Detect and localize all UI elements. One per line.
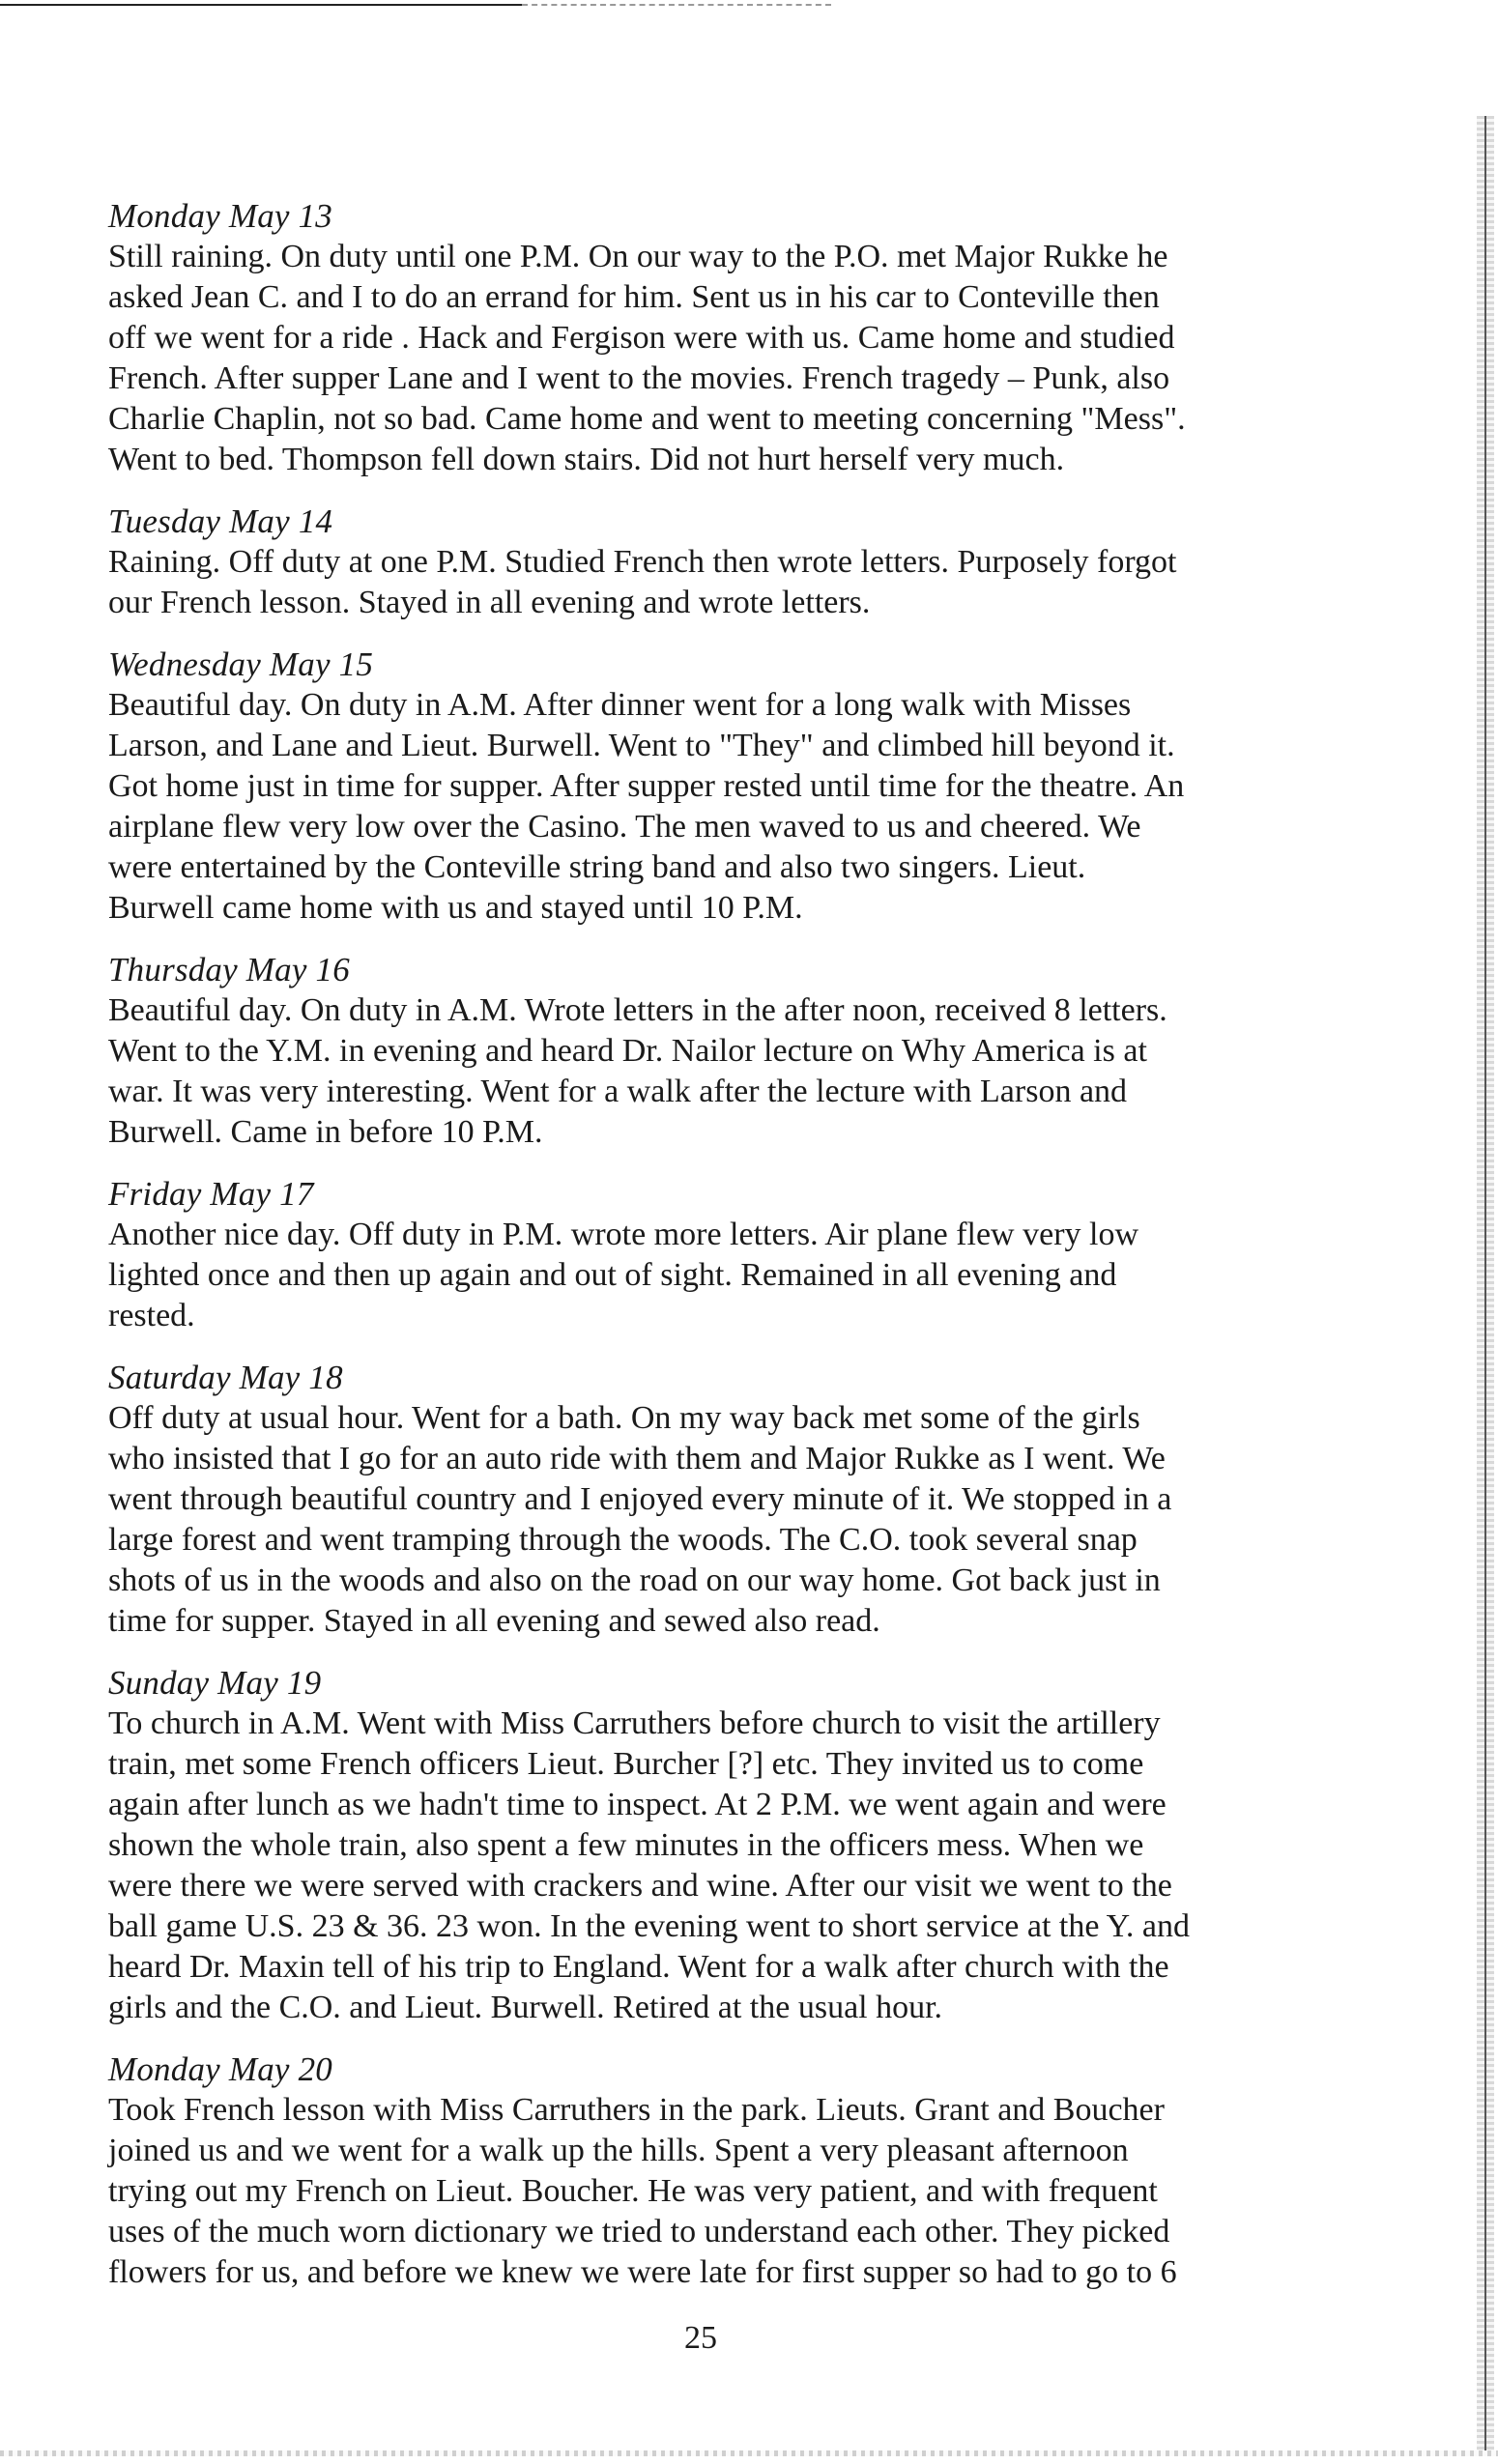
entry-text-line: rested. [108, 1298, 195, 1333]
entry-text-line: lighted once and then up again and out of sight. Remained in all evening and [108, 1257, 1117, 1293]
entry-body [108, 1398, 1326, 1642]
entry-text-line: who insisted that I go for an auto ride with them and Major Rukke as I went. We [108, 1441, 1166, 1476]
entry-text-line: flowers for us, and before we knew we were late for first supper so had to go to 6 [108, 2254, 1177, 2290]
entry-body [108, 990, 1326, 1153]
entry-text-line: Charlie Chaplin, not so bad. Came home and went to meeting concerning "Mess". [108, 401, 1186, 437]
entry-text-line: heard Dr. Maxin tell of his trip to England. Went for a walk after church with the [108, 1949, 1169, 1985]
entry-text-line: trying out my French on Lieut. Boucher. He was very patient, and with frequent [108, 2173, 1158, 2209]
entry-text-line: Went to bed. Thompson fell down stairs. Did not hurt herself very much. [108, 442, 1065, 477]
entry-text-line: Off duty at usual hour. Went for a bath. On my way back met some of the girls [108, 1400, 1140, 1436]
entry-text-line: Raining. Off duty at one P.M. Studied French then wrote letters. Purposely forgot [108, 544, 1177, 580]
entry-text-line: Got home just in time for supper. After supper rested until time for the theatre. An [108, 768, 1185, 804]
entry-date: Friday May 17 [108, 1175, 314, 1213]
entry-text-line: airplane flew very low over the Casino. The men waved to us and cheered. We [108, 809, 1141, 845]
entry-text-line: Another nice day. Off duty in P.M. wrote more letters. Air plane flew very low [108, 1217, 1139, 1252]
entry-text-line: Still raining. On duty until one P.M. On our way to the P.O. met Major Rukke he [108, 239, 1168, 274]
diary-entry [108, 1358, 1326, 1642]
diary-page [108, 196, 1326, 2314]
entry-body [108, 2090, 1326, 2293]
entry-text-line: joined us and we went for a walk up the hills. Spent a very pleasant afternoon [108, 2133, 1129, 2168]
entry-text-line: Burwell. Came in before 10 P.M. [108, 1114, 543, 1150]
entry-text-line: again after lunch as we hadn't time to inspect. At 2 P.M. we went again and were [108, 1787, 1167, 1822]
entry-text-line: off we went for a ride . Hack and Fergison were with us. Came home and studied [108, 320, 1175, 356]
diary-entry [108, 1663, 1326, 2028]
entry-text-line: shown the whole train, also spent a few minutes in the officers mess. When we [108, 1827, 1144, 1863]
entry-text-line: girls and the C.O. and Lieut. Burwell. Retired at the usual hour. [108, 1990, 943, 2025]
entry-body [108, 237, 1326, 480]
diary-entry [108, 196, 1326, 480]
entry-date: Saturday May 18 [108, 1359, 343, 1396]
diary-entry [108, 2049, 1326, 2293]
diary-entry [108, 950, 1326, 1153]
entry-body [108, 685, 1326, 929]
diary-entry [108, 1174, 1326, 1336]
entry-date: Thursday May 16 [108, 951, 350, 988]
entry-text-line: shots of us in the woods and also on the road on our way home. Got back just in [108, 1562, 1161, 1598]
entry-date: Tuesday May 14 [108, 502, 333, 540]
entry-body [108, 1215, 1326, 1336]
entry-text-line: ball game U.S. 23 & 36. 23 won. In the evening went to short service at the Y. and [108, 1908, 1190, 1944]
page-number: 25 [684, 2320, 717, 2356]
entry-date: Monday May 13 [108, 197, 332, 235]
entry-text-line: time for supper. Stayed in all evening and sewed also read. [108, 1603, 880, 1639]
entry-text-line: asked Jean C. and I to do an errand for him. Sent us in his car to Conteville then [108, 279, 1160, 315]
entry-text-line: train, met some French officers Lieut. Burcher [?] etc. They invited us to come [108, 1746, 1144, 1782]
entry-body [108, 1704, 1326, 2028]
top-rule-faint [522, 4, 831, 7]
entry-text-line: war. It was very interesting. Went for a walk after the lecture with Larson and [108, 1074, 1128, 1109]
top-rule [0, 4, 522, 6]
entry-text-line: our French lesson. Stayed in all evening and wrote letters. [108, 585, 871, 620]
entry-text-line: large forest and went tramping through the woods. The C.O. took several snap [108, 1522, 1138, 1558]
entry-date: Sunday May 19 [108, 1664, 322, 1702]
page-edge-line [1484, 116, 1486, 2454]
entry-text-line: Went to the Y.M. in evening and heard Dr. Nailor lecture on Why America is at [108, 1033, 1147, 1069]
entry-text-line: Beautiful day. On duty in A.M. After dinner went for a long walk with Misses [108, 687, 1132, 723]
entry-text-line: Beautiful day. On duty in A.M. Wrote letters in the after noon, received 8 letters. [108, 992, 1167, 1028]
diary-entry [108, 645, 1326, 929]
bottom-edge-shadow [0, 2450, 1498, 2456]
entry-text-line: Larson, and Lane and Lieut. Burwell. Went to "They" and climbed hill beyond it. [108, 728, 1175, 763]
entry-date: Monday May 20 [108, 2050, 332, 2088]
entry-text-line: French. After supper Lane and I went to the movies. French tragedy – Punk, also [108, 360, 1170, 396]
entry-text-line: went through beautiful country and I enjoyed every minute of it. We stopped in a [108, 1481, 1172, 1517]
entry-date: Wednesday May 15 [108, 645, 374, 683]
diary-entry [108, 501, 1326, 623]
entry-text-line: were there we were served with crackers and wine. After our visit we went to the [108, 1868, 1172, 1904]
entry-text-line: Burwell came home with us and stayed until 10 P.M. [108, 890, 803, 926]
entry-text-line: To church in A.M. Went with Miss Carruthers before church to visit the artillery [108, 1705, 1161, 1741]
entry-body [108, 542, 1326, 623]
entry-text-line: Took French lesson with Miss Carruthers in the park. Lieuts. Grant and Boucher [108, 2092, 1165, 2128]
entry-text-line: were entertained by the Conteville string band and also two singers. Lieut. [108, 849, 1086, 885]
entry-text-line: uses of the much worn dictionary we tried to understand each other. They picked [108, 2214, 1170, 2249]
